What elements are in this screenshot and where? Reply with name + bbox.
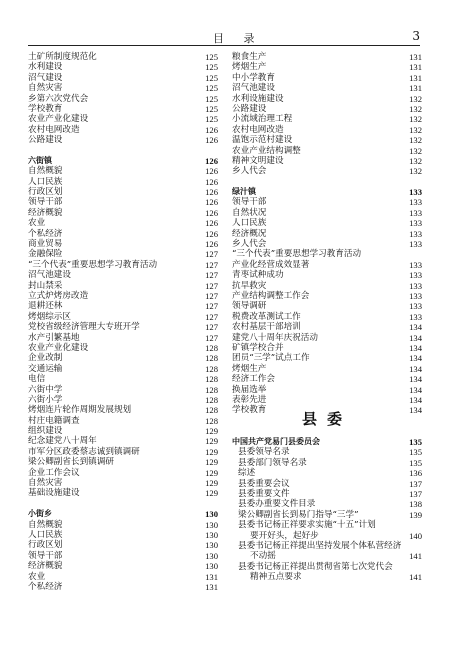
toc-entry-label: 退耕还林	[28, 301, 63, 312]
toc-entry-label: 乡第六次党代会	[28, 93, 89, 104]
toc-entry-label: 县委办重要文件目录	[238, 499, 316, 510]
toc-entry-label: 行政区划	[28, 540, 63, 551]
toc-entry-page: 126	[205, 166, 218, 177]
toc-entry[interactable]	[28, 416, 218, 426]
toc-entry-label: 公路建设	[232, 103, 267, 114]
page-header	[28, 30, 420, 46]
toc-entry-label: 商业贸易	[28, 239, 63, 250]
toc-entry-label: 纪念建党八十周年	[28, 436, 97, 447]
toc-entry-label: 小街乡	[28, 509, 52, 519]
toc-entry-page: 141	[409, 551, 422, 562]
toc-entry-page: 133	[409, 259, 422, 270]
toc-section-heading[interactable]	[232, 437, 422, 447]
toc-entry[interactable]	[28, 364, 218, 374]
toc-entry-page: 129	[205, 446, 218, 457]
toc-entry[interactable]	[232, 562, 422, 572]
toc-entry-page: 135	[409, 457, 422, 468]
toc-entry-page: 131	[409, 72, 422, 83]
toc-entry-label: 温饱示范村建设	[232, 135, 293, 146]
toc-entry-label: 学校教育	[232, 405, 267, 416]
toc-entry[interactable]	[28, 426, 218, 436]
toc-entry-page: 128	[205, 384, 218, 395]
toc-entry-page: 129	[205, 457, 218, 468]
toc-entry-label: 市军分区政委蔡志诚到镇调研	[28, 446, 140, 457]
toc-entry-page: 128	[205, 394, 218, 405]
toc-entry-page: 127	[205, 259, 218, 270]
toc-entry[interactable]	[232, 291, 422, 301]
toc-entry-label: 小流域治理工程	[232, 114, 293, 125]
toc-entry-page: 125	[205, 72, 218, 83]
toc-entry-page: 133	[409, 311, 422, 322]
toc-entry[interactable]	[28, 270, 218, 280]
toc-entry-page: 126	[205, 124, 218, 135]
toc-entry[interactable]	[28, 249, 218, 259]
toc-entry-page: 131	[409, 62, 422, 73]
toc-entry-label: 建党八十周年庆祝活动	[232, 332, 318, 343]
toc-entry[interactable]	[28, 187, 218, 197]
spacer	[28, 146, 218, 156]
toc-entry[interactable]	[28, 177, 218, 187]
toc-entry-label: 自然概貌	[28, 519, 63, 530]
toc-entry[interactable]	[28, 343, 218, 353]
toc-left-column	[28, 52, 218, 592]
toc-entry-page: 132	[409, 155, 422, 166]
toc-entry[interactable]	[28, 333, 218, 343]
toc-entry-page: 125	[205, 83, 218, 94]
toc-entry-page: 138	[409, 499, 422, 510]
toc-entry[interactable]	[232, 322, 422, 332]
toc-entry[interactable]	[232, 551, 422, 561]
toc-entry-label: 领导干部	[232, 197, 267, 208]
toc-entry-page: 133	[409, 197, 422, 208]
toc-entry[interactable]	[28, 520, 218, 530]
toc-entry-page: 125	[205, 93, 218, 104]
toc-section-heading[interactable]	[28, 509, 218, 519]
toc-entry[interactable]	[232, 239, 422, 249]
toc-entry-label: 烤烟连片轮作周期发展规划	[28, 405, 132, 416]
toc-entry-label: 领导干部	[28, 197, 63, 208]
toc-entry-label: 沼气池建设	[232, 83, 275, 94]
toc-entry-label: 封山禁采	[28, 280, 63, 291]
toc-entry-page: 133	[409, 280, 422, 291]
toc-entry-page: 130	[205, 519, 218, 530]
toc-entry[interactable]	[28, 94, 218, 104]
toc-entry-label: 组织建设	[28, 426, 63, 437]
toc-entry[interactable]	[232, 489, 422, 499]
toc-entry-page: 128	[205, 415, 218, 426]
toc-entry[interactable]	[28, 405, 218, 415]
toc-entry-label: 要开好头，起好步	[250, 530, 319, 541]
toc-entry-page: 130	[205, 561, 218, 572]
toc-entry-label: 农村基层干部培训	[232, 322, 301, 333]
toc-entry-label: 土矿所制度规范化	[28, 52, 97, 62]
toc-entry-page: 141	[409, 572, 422, 583]
toc-entry-page: 127	[205, 322, 218, 333]
toc-entry-page: 134	[409, 384, 422, 395]
toc-entry-page: 127	[205, 311, 218, 322]
toc-right-lower	[232, 437, 422, 582]
toc-entry-label: 县委书记杨正祥提出坚持发展个体私营经济	[238, 540, 402, 551]
toc-entry-page: 125	[205, 114, 218, 125]
toc-entry-label: 自然灾害	[28, 83, 63, 94]
toc-entry[interactable]	[28, 374, 218, 384]
toc-entry[interactable]	[232, 479, 422, 489]
toc-entry-page: 128	[205, 374, 218, 385]
toc-entry-page: 127	[205, 332, 218, 343]
toc-entry[interactable]	[28, 540, 218, 550]
toc-entry[interactable]	[232, 208, 422, 218]
toc-entry-page: 126	[205, 135, 218, 146]
toc-entry-label: 乡人代会	[232, 239, 267, 250]
toc-entry[interactable]	[232, 531, 422, 541]
toc-entry[interactable]	[28, 468, 218, 478]
toc-entry-page: 133	[409, 218, 422, 229]
toc-entry-label: 农村电网改造	[232, 124, 284, 135]
toc-entry-page: 131	[205, 581, 218, 592]
toc-entry[interactable]	[28, 135, 218, 145]
toc-entry[interactable]	[28, 125, 218, 135]
toc-entry-label: 乡人代会	[232, 166, 267, 177]
toc-entry-page: 134	[409, 353, 422, 364]
toc-entry[interactable]	[232, 156, 422, 166]
toc-section-heading[interactable]	[232, 187, 422, 197]
toc-entry-label: 六街小学	[28, 394, 63, 405]
toc-entry-page: 134	[409, 363, 422, 374]
toc-entry-page: 135	[409, 447, 422, 458]
toc-entry-label: 农业	[28, 571, 46, 582]
toc-entry-label: 个私经济	[28, 581, 63, 592]
toc-entry-label: 公路建设	[28, 135, 63, 146]
toc-entry-label: 精神文明建设	[232, 155, 284, 166]
toc-entry-label: 水产引繁基地	[28, 332, 80, 343]
toc-entry[interactable]	[232, 333, 422, 343]
toc-entry-label: 换届选举	[232, 384, 267, 395]
toc-entry-label: “三个代表”重要思想学习教育活动	[28, 259, 158, 270]
toc-entry-label: 人口民族	[28, 176, 63, 187]
toc-entry-label: 烤烟综示区	[28, 311, 71, 322]
toc-entry[interactable]	[232, 260, 422, 270]
toc-entry-label: 产业化经营成效显著	[232, 259, 310, 270]
toc-section-heading[interactable]	[28, 156, 218, 166]
toc-entry-label: 团员“三学”试点工作	[232, 353, 310, 364]
section-title: 县委	[301, 410, 352, 428]
toc-entry-label: 经济概貌	[28, 207, 63, 218]
toc-entry-page: 126	[205, 228, 218, 239]
toc-entry-label: 农业	[28, 218, 46, 229]
toc-entry[interactable]	[28, 260, 218, 270]
toc-entry-page: 132	[409, 93, 422, 104]
toc-entry[interactable]	[232, 94, 422, 104]
toc-entry-label: 行政区划	[28, 187, 63, 198]
toc-entry-page: 126	[205, 197, 218, 208]
toc-entry-page: 125	[205, 103, 218, 114]
toc-entry[interactable]	[232, 229, 422, 239]
toc-entry[interactable]	[28, 218, 218, 228]
toc-entry-label: 沼气池建设	[28, 270, 71, 281]
toc-entry-page: 140	[409, 530, 422, 541]
spacer	[28, 499, 218, 509]
toc-entry[interactable]	[232, 146, 422, 156]
toc-entry[interactable]	[232, 166, 422, 176]
toc-entry-label: 领导干部	[28, 550, 63, 561]
toc-entry[interactable]	[232, 572, 422, 582]
toc-entry-label: 经济工作会	[232, 374, 275, 385]
toc-entry[interactable]	[28, 166, 218, 176]
toc-entry-page: 127	[205, 290, 218, 301]
toc-entry-page: 133	[409, 187, 422, 198]
toc-entry[interactable]	[232, 114, 422, 124]
toc-entry-label: 学校教育	[28, 103, 63, 114]
toc-entry[interactable]	[28, 291, 218, 301]
toc-entry-label: 县委重要会议	[238, 478, 290, 489]
toc-entry-label: 农业产业化建设	[28, 342, 89, 353]
toc-entry[interactable]	[232, 73, 422, 83]
toc-entry-label: 粮食生产	[232, 52, 267, 62]
toc-entry-page: 125	[205, 62, 218, 73]
toc-entry-label: 立式炉烤房改造	[28, 290, 89, 301]
toc-entry[interactable]	[28, 561, 218, 571]
toc-entry-page: 127	[205, 280, 218, 291]
toc-entry-page: 136	[409, 468, 422, 479]
toc-entry-label: 综述	[238, 468, 256, 479]
toc-entry-page: 129	[205, 436, 218, 447]
toc-entry[interactable]	[28, 488, 218, 498]
toc-entry-label: 经济概况	[232, 228, 267, 239]
toc-entry-label: 产业结构调整工作会	[232, 290, 310, 301]
toc-entry-label: 税费改革测试工作	[232, 311, 301, 322]
toc-entry-page: 132	[409, 135, 422, 146]
toc-entry-label: 中小学教育	[232, 72, 275, 83]
toc-entry-page: 134	[409, 405, 422, 416]
toc-entry[interactable]	[232, 447, 422, 457]
toc-entry[interactable]	[232, 135, 422, 145]
toc-entry-page: 133	[409, 207, 422, 218]
toc-entry-page: 129	[205, 467, 218, 478]
toc-entry[interactable]	[232, 458, 422, 468]
toc-entry[interactable]	[28, 229, 218, 239]
toc-entry-page: 131	[409, 83, 422, 94]
toc-entry-page: 125	[205, 52, 218, 62]
toc-entry-label: 农村电网改造	[28, 124, 80, 135]
toc-entry-page: 130	[205, 529, 218, 540]
toc-entry-label: 沼气建设	[28, 72, 63, 83]
page-title: 目 录	[213, 32, 263, 45]
toc-entry[interactable]	[28, 301, 218, 311]
toc-entry-label: 企业改制	[28, 353, 63, 364]
toc-entry[interactable]	[28, 197, 218, 207]
toc-entry-page: 130	[205, 550, 218, 561]
toc-entry[interactable]	[232, 395, 422, 405]
toc-entry[interactable]	[28, 322, 218, 332]
toc-entry-label: 县委部门领导名录	[238, 457, 307, 468]
toc-entry-page: 128	[205, 342, 218, 353]
toc-entry[interactable]	[232, 125, 422, 135]
toc-entry-page: 126	[205, 187, 218, 198]
toc-entry-page: 127	[205, 301, 218, 312]
toc-entry-page: 130	[205, 509, 218, 520]
toc-entry[interactable]	[28, 447, 218, 457]
toc-entry[interactable]	[28, 385, 218, 395]
toc-entry[interactable]	[28, 281, 218, 291]
toc-entry-page: 131	[205, 571, 218, 582]
toc-entry-page: 127	[205, 270, 218, 281]
toc-entry[interactable]	[28, 104, 218, 114]
toc-entry-label: 自然灾害	[28, 478, 63, 489]
toc-entry-label: 水利建设	[28, 62, 63, 73]
toc-entry[interactable]	[232, 468, 422, 478]
toc-entry-label: 六街镇	[28, 155, 52, 165]
toc-entry[interactable]	[232, 510, 422, 520]
toc-entry[interactable]	[28, 52, 218, 62]
toc-entry[interactable]	[232, 353, 422, 363]
toc-entry-label: “三个代表”重要思想学习教育活动	[232, 249, 362, 260]
toc-entry-label: 烤烟生产	[232, 363, 267, 374]
toc-entry-label: 交通运输	[28, 363, 63, 374]
toc-entry-label: 电信	[28, 374, 46, 385]
toc-entry-page: 133	[409, 270, 422, 281]
toc-entry-label: 矿镇学校合并	[232, 342, 284, 353]
toc-entry-page: 126	[205, 155, 218, 166]
toc-entry[interactable]	[232, 364, 422, 374]
toc-entry-label: 绿汁镇	[232, 187, 256, 197]
toc-entry-label: 农业产业结构调整	[232, 145, 301, 156]
toc-entry-page: 137	[409, 488, 422, 499]
toc-entry[interactable]	[232, 218, 422, 228]
toc-entry[interactable]	[232, 541, 422, 551]
toc-entry-label: 人口民族	[232, 218, 267, 229]
toc-entry-page: 128	[205, 405, 218, 416]
toc-entry-label: 抗旱救灾	[232, 280, 267, 291]
toc-entry-page: 129	[205, 488, 218, 499]
toc-entry-page: 134	[409, 322, 422, 333]
toc-entry[interactable]	[28, 312, 218, 322]
toc-entry-label: 党校省级经济管理大专班开学	[28, 322, 140, 333]
toc-entry[interactable]	[28, 530, 218, 540]
toc-entry-label: 自然概貌	[28, 166, 63, 177]
toc-entry[interactable]	[28, 114, 218, 124]
toc-entry-label: 领导调研	[232, 301, 267, 312]
toc-entry[interactable]	[28, 239, 218, 249]
toc-entry-label: 人口民族	[28, 529, 63, 540]
toc-entry[interactable]	[28, 395, 218, 405]
toc-entry-page: 126	[205, 176, 218, 187]
toc-entry[interactable]	[232, 301, 422, 311]
toc-entry-label: 金融保险	[28, 249, 63, 260]
toc-entry-label: 村庄电籍调查	[28, 415, 80, 426]
toc-entry-page: 130	[205, 540, 218, 551]
toc-entry[interactable]	[28, 62, 218, 72]
toc-entry-page: 134	[409, 394, 422, 405]
toc-entry-label: 县委重要文件	[238, 488, 290, 499]
toc-entry-page: 139	[409, 509, 422, 520]
toc-entry[interactable]	[28, 436, 218, 446]
toc-entry[interactable]	[28, 551, 218, 561]
toc-entry-label: 中国共产党易门县委员会	[232, 437, 320, 446]
toc-entry[interactable]	[232, 249, 422, 259]
toc-entry-page: 132	[409, 124, 422, 135]
toc-entry[interactable]	[232, 104, 422, 114]
toc-entry-label: 烤烟生产	[232, 62, 267, 73]
toc-entry-page: 134	[409, 374, 422, 385]
toc-entry[interactable]	[232, 270, 422, 280]
toc-entry-page: 133	[409, 301, 422, 312]
toc-entry[interactable]	[232, 385, 422, 395]
toc-entry[interactable]	[232, 83, 422, 93]
toc-entry[interactable]	[28, 208, 218, 218]
toc-entry[interactable]	[232, 62, 422, 72]
toc-entry[interactable]	[232, 197, 422, 207]
toc-entry-page: 126	[205, 218, 218, 229]
toc-entry-page: 128	[205, 353, 218, 364]
toc-entry[interactable]	[28, 582, 218, 592]
toc-entry-page: 126	[205, 207, 218, 218]
toc-entry-page: 131	[409, 52, 422, 62]
toc-entry-label: 基础设施建设	[28, 488, 80, 499]
toc-entry-page: 132	[409, 114, 422, 125]
toc-entry-page: 127	[205, 249, 218, 260]
toc-entry-label: 精神五点要求	[250, 572, 302, 583]
toc-entry-page: 132	[409, 145, 422, 156]
toc-entry-label: 县委领导名录	[238, 447, 290, 458]
toc-entry-page: 129	[205, 478, 218, 489]
toc-entry-page: 134	[409, 332, 422, 343]
toc-entry[interactable]	[28, 572, 218, 582]
toc-entry-page: 133	[409, 228, 422, 239]
toc-entry-page: 133	[409, 290, 422, 301]
toc-entry-label: 六街中学	[28, 384, 63, 395]
toc-right-column	[232, 52, 422, 416]
toc-entry-label: 县委书记杨正祥提出贯彻省第七次党代会	[238, 561, 393, 572]
toc-entry-page: 132	[409, 103, 422, 114]
toc-entry-label: 水利设施建设	[232, 93, 284, 104]
toc-entry-label: 表彰先进	[232, 394, 267, 405]
toc-entry-page: 133	[409, 239, 422, 250]
toc-entry[interactable]	[28, 478, 218, 488]
toc-entry[interactable]	[232, 312, 422, 322]
toc-entry[interactable]	[232, 281, 422, 291]
toc-entry[interactable]	[232, 52, 422, 62]
spacer	[232, 177, 422, 187]
toc-entry-page: 135	[409, 437, 422, 447]
toc-entry-page: 137	[409, 478, 422, 489]
toc-entry[interactable]	[28, 353, 218, 363]
toc-entry-label: 县委书记杨正祥要求实施“十五”计划	[238, 520, 376, 531]
page-number: 3	[412, 29, 420, 43]
toc-entry-page: 126	[205, 239, 218, 250]
toc-entry-label: 企业工作会议	[28, 467, 80, 478]
toc-entry-label: 自然状况	[232, 207, 267, 218]
toc-entry[interactable]	[232, 499, 422, 509]
toc-entry-label: 不动摇	[250, 551, 276, 562]
toc-entry-label: 梁公卿副省长到镇调研	[28, 457, 114, 468]
toc-entry-label: 农业产业化建设	[28, 114, 89, 125]
toc-entry[interactable]	[28, 457, 218, 467]
toc-entry[interactable]	[232, 343, 422, 353]
toc-entry-label: 个私经济	[28, 228, 63, 239]
toc-entry-label: 青枣试种成功	[232, 270, 284, 281]
toc-entry-page: 128	[205, 363, 218, 374]
toc-entry[interactable]	[28, 73, 218, 83]
toc-entry-page: 134	[409, 342, 422, 353]
toc-entry[interactable]	[28, 83, 218, 93]
toc-entry-page: 129	[205, 426, 218, 437]
toc-entry-page: 132	[409, 166, 422, 177]
toc-entry-label: 梁公卿副省长到易门指导“三学”	[238, 509, 359, 520]
toc-entry[interactable]	[232, 520, 422, 530]
toc-entry-label: 经济概貌	[28, 561, 63, 572]
toc-entry[interactable]	[232, 374, 422, 384]
